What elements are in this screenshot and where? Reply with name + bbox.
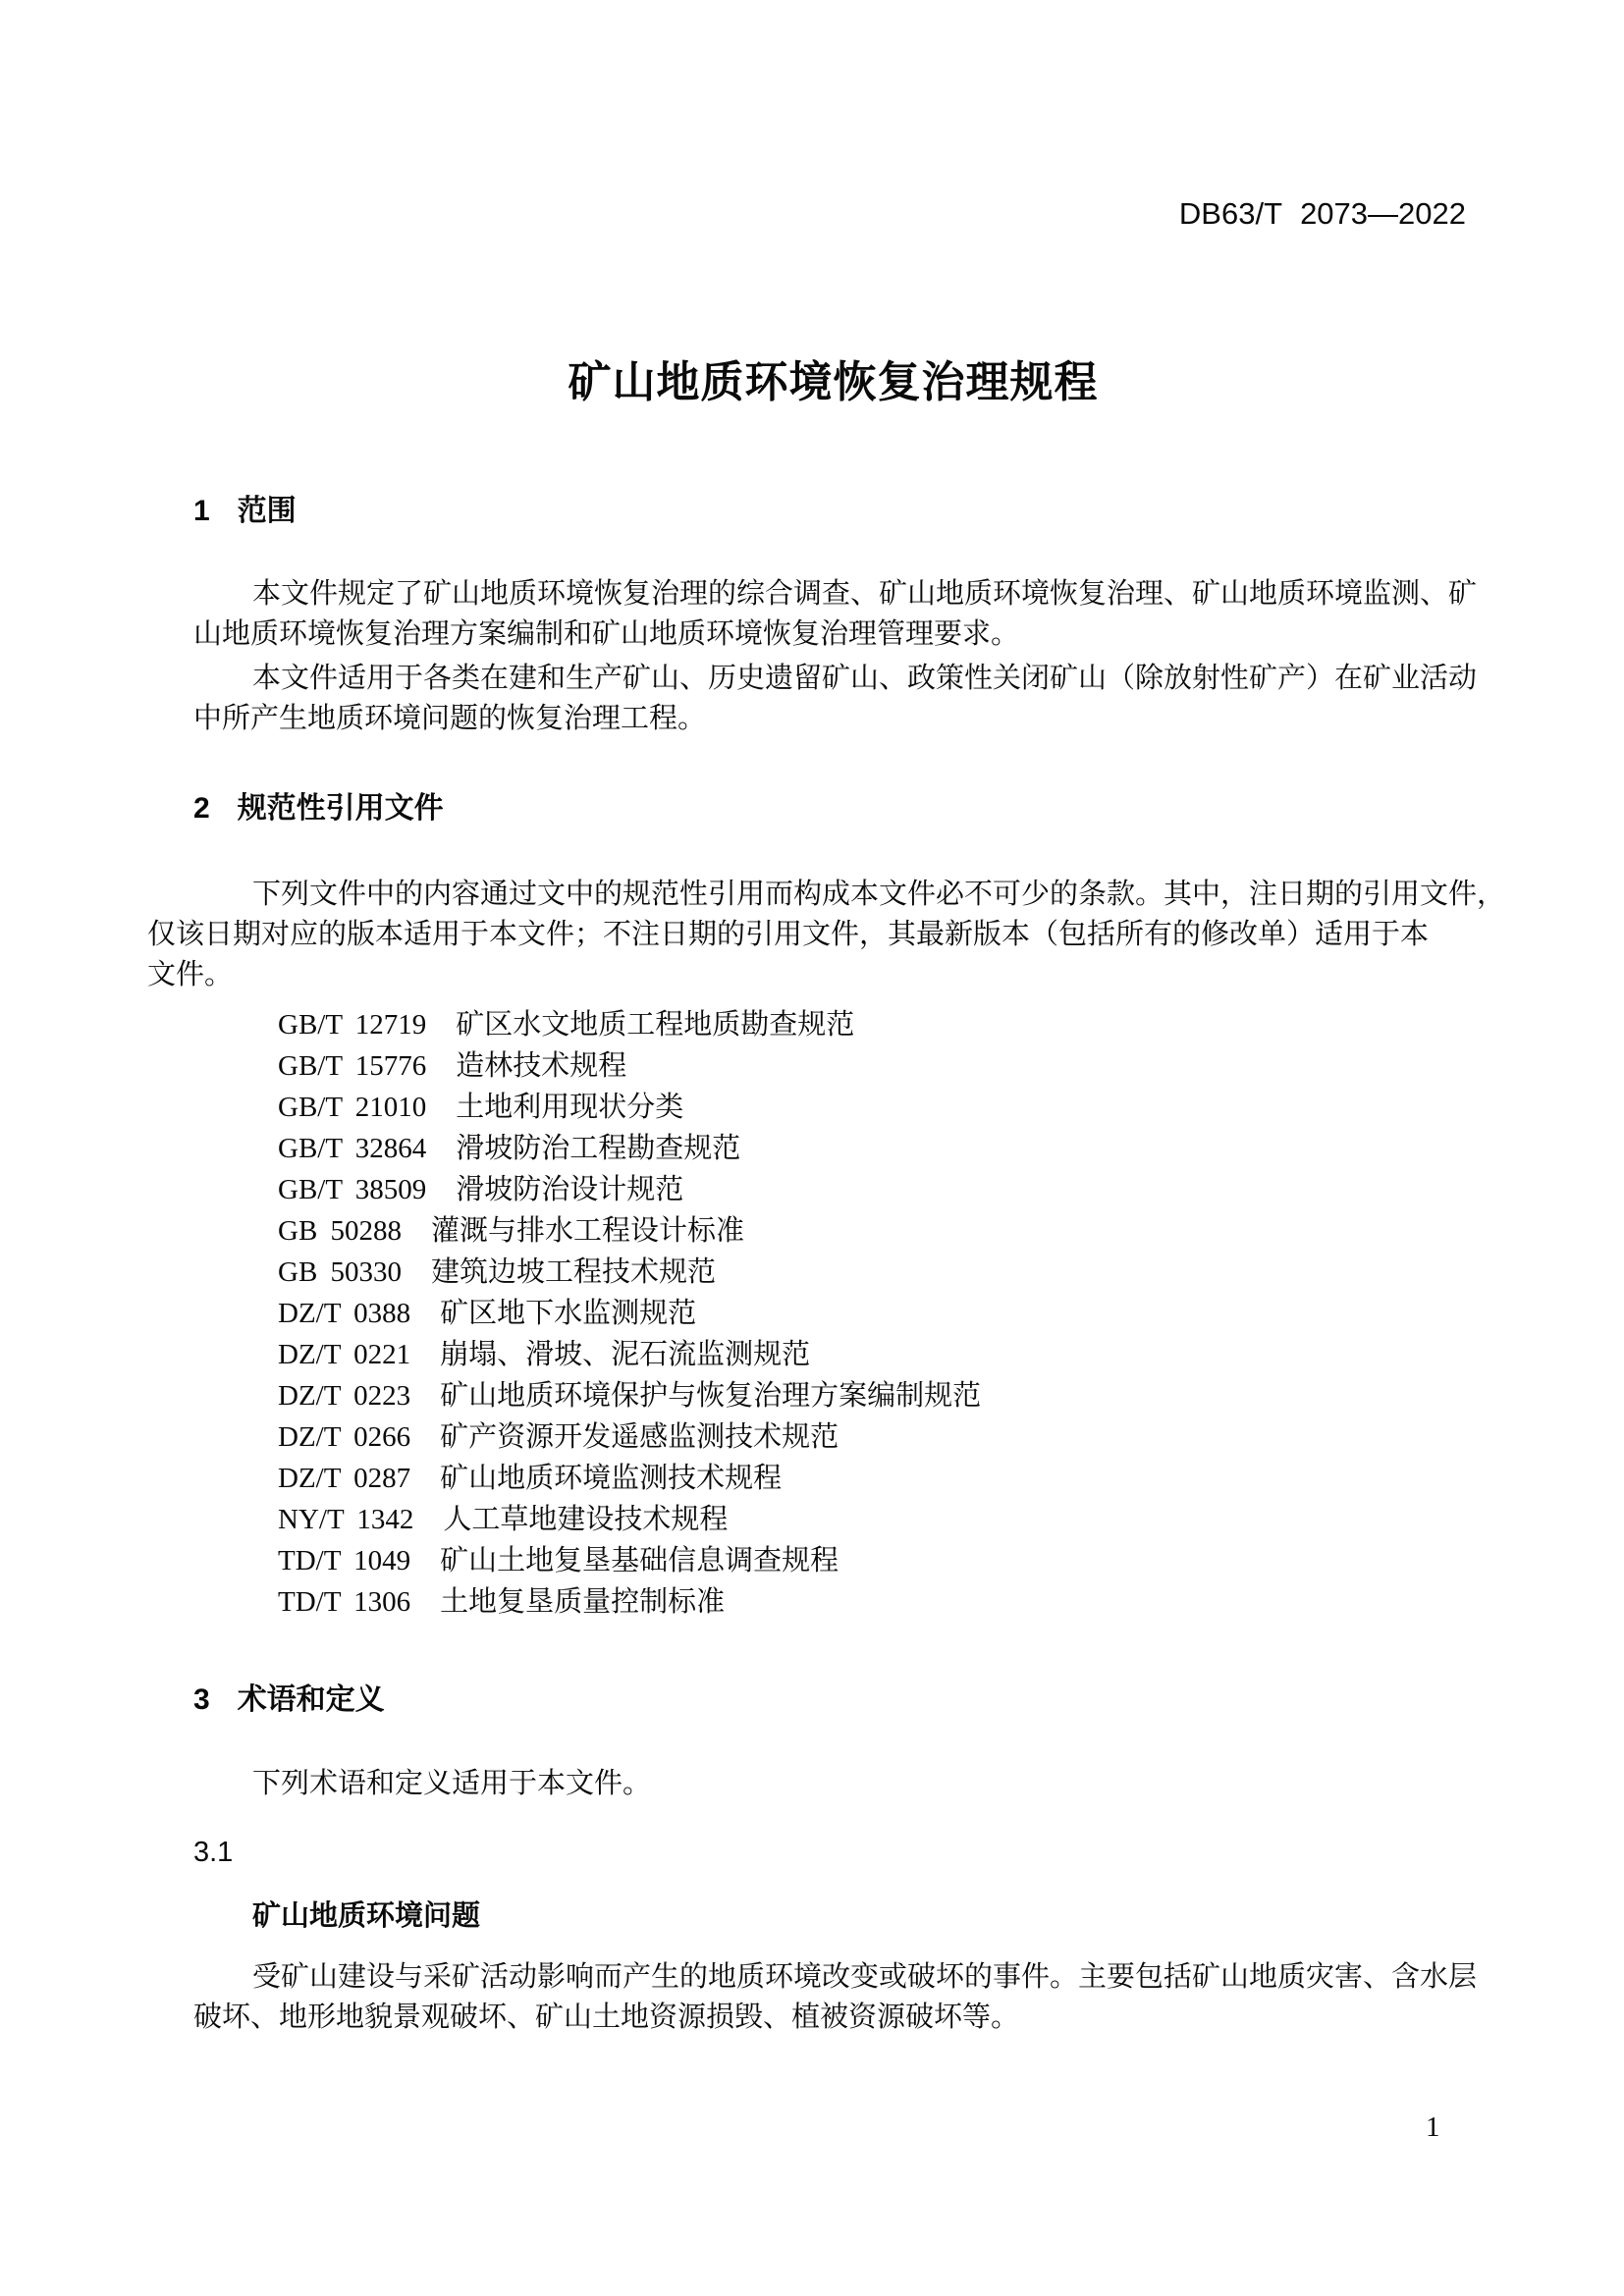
reference-code: GB/T 21010 bbox=[278, 1092, 427, 1123]
paragraph-line: 山地质环境恢复治理方案编制和矿山地质环境恢复治理管理要求。 bbox=[193, 618, 1020, 650]
reference-title: 造林技术规程 bbox=[456, 1050, 627, 1082]
paragraph-line: 仅该日期对应的版本适用于本文件；不注日期的引用文件，其最新版本（包括所有的修改单）适用于本 bbox=[147, 919, 1430, 950]
section-1-title: 范围 bbox=[237, 495, 297, 527]
section-1-paragraph-1 bbox=[193, 574, 1478, 655]
section-1-heading bbox=[193, 491, 297, 532]
term-definition-paragraph bbox=[193, 1957, 1478, 2038]
reference-code: GB 50330 bbox=[278, 1256, 403, 1288]
paragraph-line: 中所产生地质环境问题的恢复治理工程。 bbox=[193, 703, 707, 734]
reference-item bbox=[278, 1416, 981, 1458]
reference-item bbox=[278, 1252, 981, 1293]
reference-item bbox=[278, 1499, 981, 1540]
section-3-heading bbox=[193, 1680, 385, 1721]
reference-title: 滑坡防治工程勘查规范 bbox=[456, 1133, 741, 1164]
reference-code: GB/T 15776 bbox=[278, 1050, 427, 1082]
reference-title: 滑坡防治设计规范 bbox=[456, 1174, 684, 1205]
section-3-intro-paragraph bbox=[193, 1764, 1473, 1804]
reference-title: 建筑边坡工程技术规范 bbox=[431, 1256, 717, 1288]
reference-title: 人工草地建设技术规程 bbox=[443, 1504, 729, 1535]
reference-item bbox=[278, 1581, 981, 1623]
reference-code: DZ/T 0221 bbox=[278, 1339, 411, 1370]
page-number: 1 bbox=[1426, 2111, 1440, 2143]
paragraph-line: 本文件适用于各类在建和生产矿山、历史遗留矿山、政策性关闭矿山（除放射性矿产）在矿业活动 bbox=[252, 663, 1478, 694]
section-1-number: 1 bbox=[193, 495, 210, 527]
reference-code: GB 50288 bbox=[278, 1215, 403, 1247]
standard-code: DB63/T 2073—2022 bbox=[1178, 196, 1466, 231]
reference-title: 土地复垦质量控制标准 bbox=[440, 1586, 726, 1618]
paragraph-line: 下列术语和定义适用于本文件。 bbox=[252, 1768, 652, 1799]
section-2-heading bbox=[193, 788, 444, 829]
reference-item bbox=[278, 1128, 981, 1169]
section-2-intro-paragraph bbox=[147, 875, 1506, 995]
reference-code: TD/T 1049 bbox=[278, 1545, 411, 1576]
term-number: 3.1 bbox=[193, 1837, 234, 1868]
section-2-title: 规范性引用文件 bbox=[237, 792, 444, 825]
reference-item bbox=[278, 1004, 981, 1045]
reference-item bbox=[278, 1087, 981, 1128]
reference-code: DZ/T 0287 bbox=[278, 1463, 411, 1494]
reference-item bbox=[278, 1375, 981, 1416]
paragraph-line: 受矿山建设与采矿活动影响而产生的地质环境改变或破坏的事件。主要包括矿山地质灾害、含水层 bbox=[252, 1961, 1478, 1993]
reference-item bbox=[278, 1210, 981, 1252]
section-1-paragraph-2 bbox=[193, 659, 1478, 739]
reference-title: 矿山土地复垦基础信息调查规程 bbox=[440, 1545, 839, 1576]
reference-code: GB/T 32864 bbox=[278, 1133, 427, 1164]
reference-title: 矿区地下水监测规范 bbox=[440, 1298, 697, 1329]
reference-code: DZ/T 0388 bbox=[278, 1298, 411, 1329]
section-3-title: 术语和定义 bbox=[237, 1683, 385, 1716]
reference-item bbox=[278, 1540, 981, 1581]
reference-item bbox=[278, 1334, 981, 1375]
section-3-number: 3 bbox=[193, 1683, 210, 1716]
reference-title: 矿山地质环境监测技术规程 bbox=[440, 1463, 783, 1494]
reference-code: NY/T 1342 bbox=[278, 1504, 414, 1535]
reference-code: GB/T 12719 bbox=[278, 1009, 427, 1041]
document-title: 矿山地质环境恢复治理规程 bbox=[568, 358, 1099, 406]
reference-title: 崩塌、滑坡、泥石流监测规范 bbox=[440, 1339, 811, 1370]
reference-item bbox=[278, 1293, 981, 1334]
reference-code: GB/T 38509 bbox=[278, 1174, 427, 1205]
references-list bbox=[278, 1004, 981, 1623]
paragraph-line: 破坏、地形地貌景观破坏、矿山土地资源损毁、植被资源破坏等。 bbox=[193, 2002, 1020, 2033]
paragraph-line: 文件。 bbox=[147, 959, 234, 990]
section-2-number: 2 bbox=[193, 792, 210, 825]
reference-item bbox=[278, 1458, 981, 1499]
reference-item bbox=[278, 1169, 981, 1210]
reference-title: 灌溉与排水工程设计标准 bbox=[431, 1215, 745, 1247]
reference-code: DZ/T 0266 bbox=[278, 1421, 411, 1453]
paragraph-line: 下列文件中的内容通过文中的规范性引用而构成本文件必不可少的条款。其中，注日期的引用文件， bbox=[252, 879, 1506, 910]
paragraph-line: 本文件规定了矿山地质环境恢复治理的综合调查、矿山地质环境恢复治理、矿山地质环境监测、矿 bbox=[252, 578, 1478, 610]
reference-title: 矿山地质环境保护与恢复治理方案编制规范 bbox=[440, 1380, 982, 1412]
reference-code: DZ/T 0223 bbox=[278, 1380, 411, 1412]
reference-code: TD/T 1306 bbox=[278, 1586, 411, 1618]
reference-title: 土地利用现状分类 bbox=[456, 1092, 684, 1123]
reference-title: 矿产资源开发遥感监测技术规范 bbox=[440, 1421, 839, 1453]
reference-item bbox=[278, 1045, 981, 1087]
reference-title: 矿区水文地质工程地质勘查规范 bbox=[456, 1009, 855, 1041]
term-name: 矿山地质环境问题 bbox=[252, 1900, 481, 1932]
